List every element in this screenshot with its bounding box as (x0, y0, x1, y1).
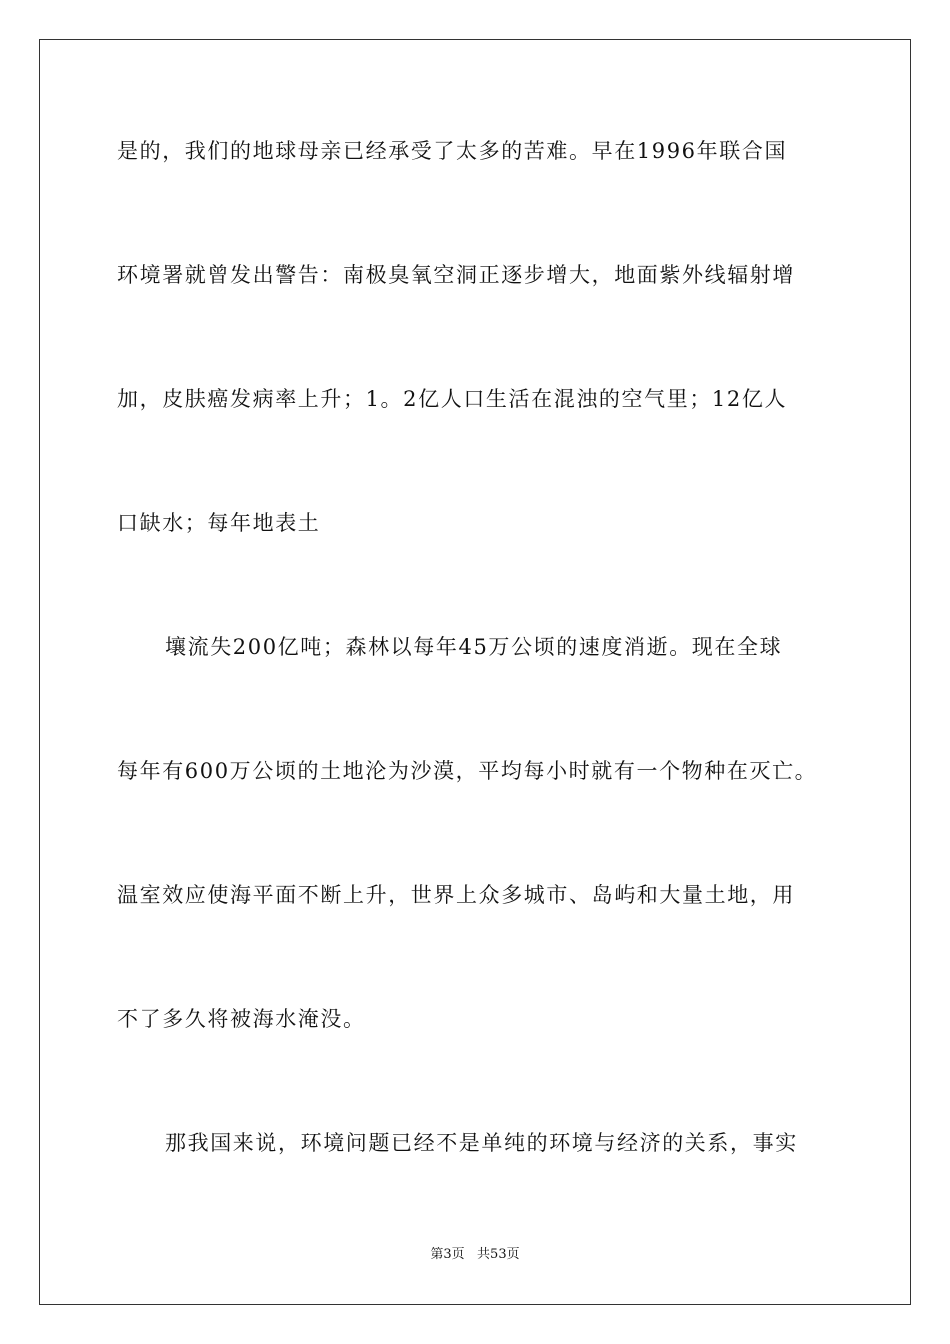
body-text-line: 环境署就曾发出警告：南极臭氧空洞正逐步增大，地面紫外线辐射增 (117, 263, 795, 287)
body-text-line: 壤流失200亿吨；森林以每年45万公顷的速度消逝。现在全球 (165, 635, 783, 659)
body-text-line: 不了多久将被海水淹没。 (117, 1007, 366, 1031)
body-text-line: 口缺水；每年地表土 (117, 511, 321, 535)
page-frame (39, 39, 911, 1305)
body-text-line: 每年有600万公顷的土地沦为沙漠，平均每小时就有一个物种在灭亡。 (117, 759, 818, 783)
body-text-line: 那我国来说，环境问题已经不是单纯的环境与经济的关系，事实 (165, 1131, 798, 1155)
body-text-line: 是的，我们的地球母亲已经承受了太多的苦难。早在1996年联合国 (117, 139, 788, 163)
body-text-line: 加，皮肤癌发病率上升；1。2亿人口生活在混浊的空气里；12亿人 (117, 387, 788, 411)
body-text-line: 温室效应使海平面不断上升，世界上众多城市、岛屿和大量土地，用 (117, 883, 795, 907)
page-number-footer: 第3页 共53页 (430, 1247, 520, 1262)
